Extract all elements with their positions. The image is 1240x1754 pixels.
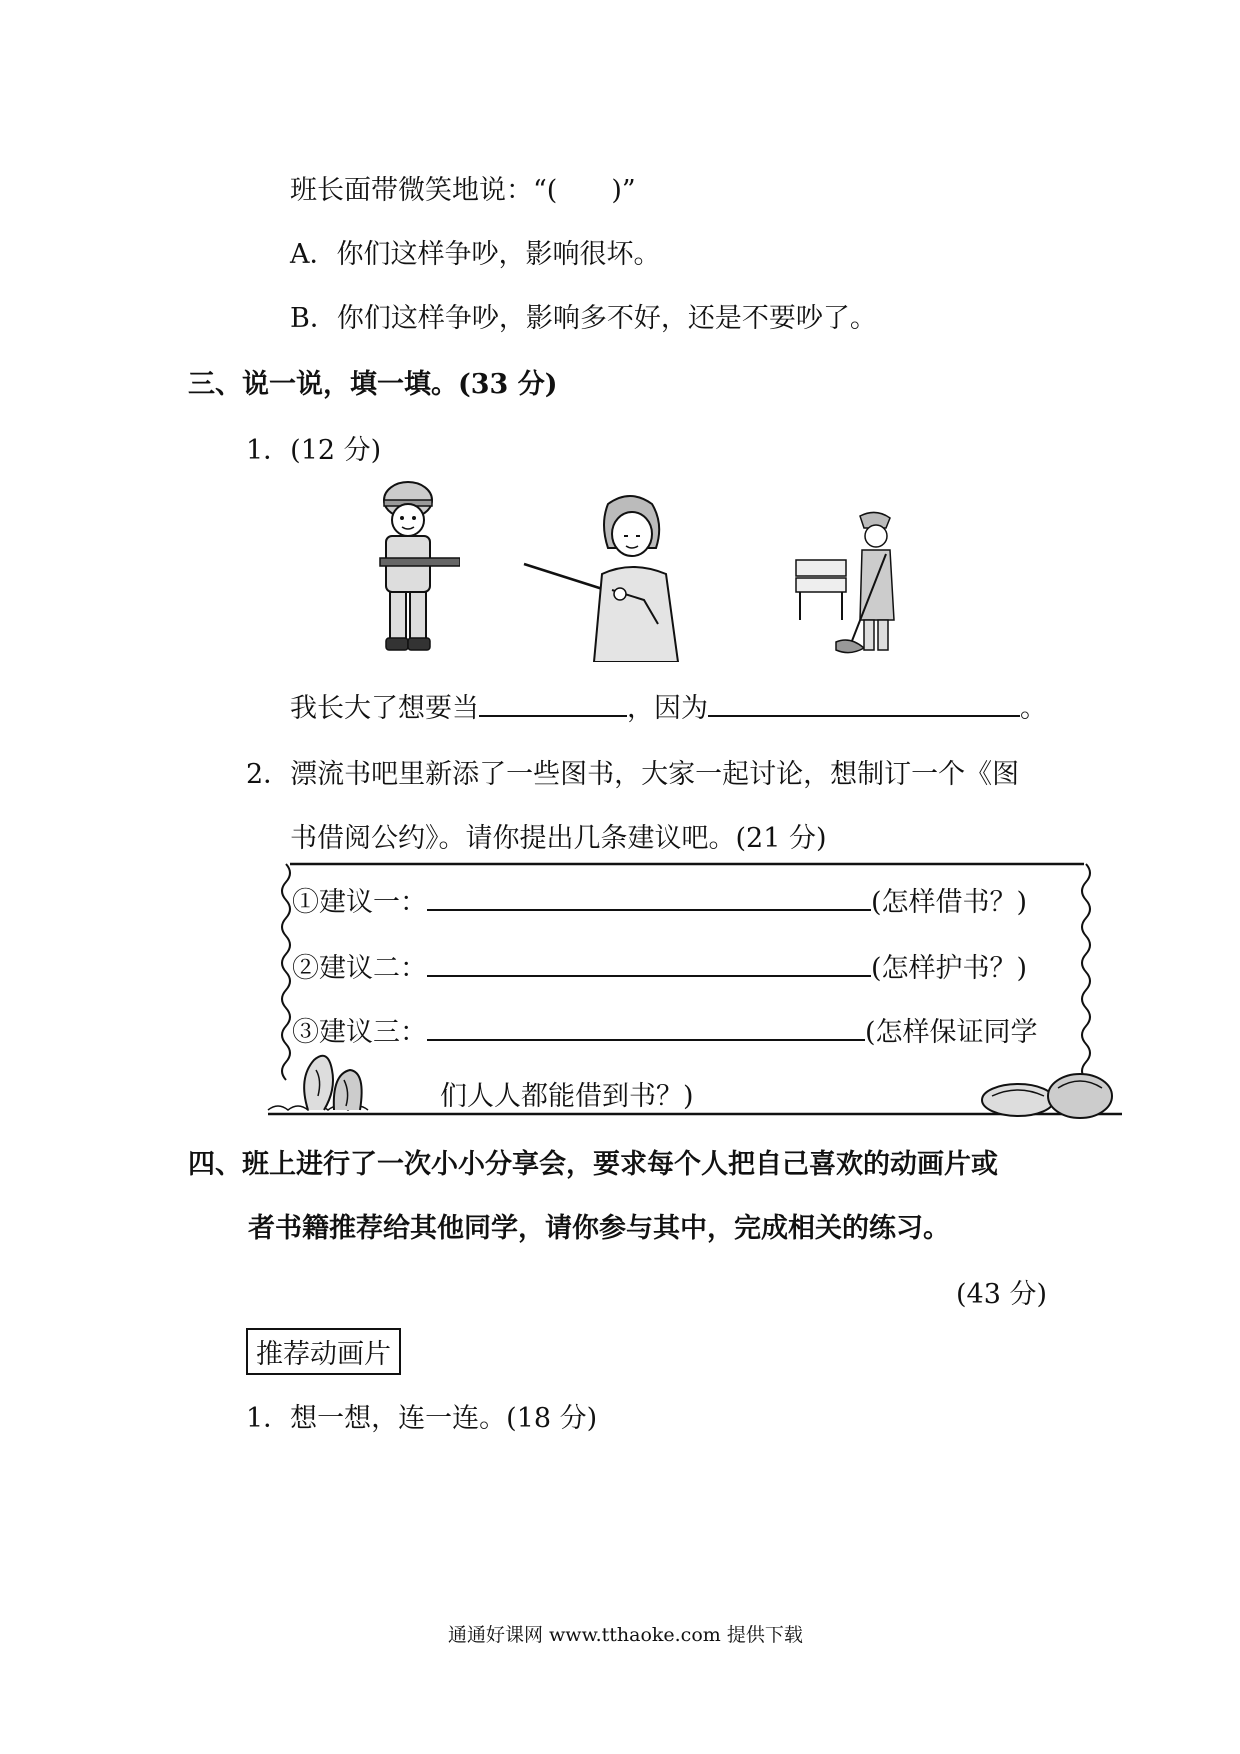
career-sentence-start: 我长大了想要当 (290, 693, 479, 724)
footer-text: 通通好课网 www.tthaoke.com 提供下载 (448, 1624, 803, 1646)
section3-q1-label: 1．(12 分) (246, 435, 382, 466)
section4-points: (43 分) (956, 1279, 1048, 1310)
option-b: B．你们这样争吵，影响多不好，还是不要吵了。 (290, 303, 877, 334)
soldier-illustration (360, 478, 460, 658)
section3-q2-line1: 2．漂流书吧里新添了一些图书，大家一起讨论，想制订一个《图 (246, 759, 1020, 790)
prev-question-stem: 班长面带微笑地说：“( )” (290, 175, 636, 206)
suggestion-3-label: ③建议三： (292, 1017, 427, 1048)
cleaner-illustration (790, 510, 910, 660)
option-a: A．你们这样争吵，影响很坏。 (290, 239, 661, 270)
section3-title: 三、说一说，填一填。(33 分) (188, 369, 558, 400)
teacher-illustration (520, 494, 690, 662)
section4-q1: 1．想一想，连一连。(18 分) (246, 1403, 598, 1434)
recommend-cartoon-tag: 推荐动画片 (246, 1328, 401, 1375)
career-sentence (290, 686, 1047, 725)
suggestion-3-blank[interactable] (427, 1013, 865, 1041)
suggestion-1-blank[interactable] (427, 883, 871, 911)
career-sentence-because: ，因为 (627, 693, 708, 724)
suggestion-2-label: ②建议二： (292, 953, 427, 984)
suggestion-1-label: ①建议一： (292, 887, 427, 918)
suggestion-2-hint: (怎样护书？) (871, 953, 1028, 984)
suggestion-1 (292, 880, 1027, 919)
suggestion-3 (292, 1010, 1038, 1049)
suggestion-3-hint-b: 们人人都能借到书？) (440, 1081, 694, 1112)
section3-q2-line2: 书借阅公约》。请你提出几条建议吧。(21 分) (290, 823, 827, 854)
reason-blank[interactable] (708, 689, 1020, 717)
career-sentence-end: 。 (1020, 693, 1047, 724)
section4-line1: 四、班上进行了一次小小分享会，要求每个人把自己喜欢的动画片或 (188, 1149, 998, 1180)
suggestion-2 (292, 946, 1027, 985)
suggestion-1-hint: (怎样借书？) (871, 887, 1028, 918)
career-blank[interactable] (479, 689, 627, 717)
suggestion-3-hint-a: (怎样保证同学 (865, 1017, 1038, 1048)
suggestion-2-blank[interactable] (427, 949, 871, 977)
section4-line2: 者书籍推荐给其他同学，请你参与其中，完成相关的练习。 (248, 1213, 950, 1244)
